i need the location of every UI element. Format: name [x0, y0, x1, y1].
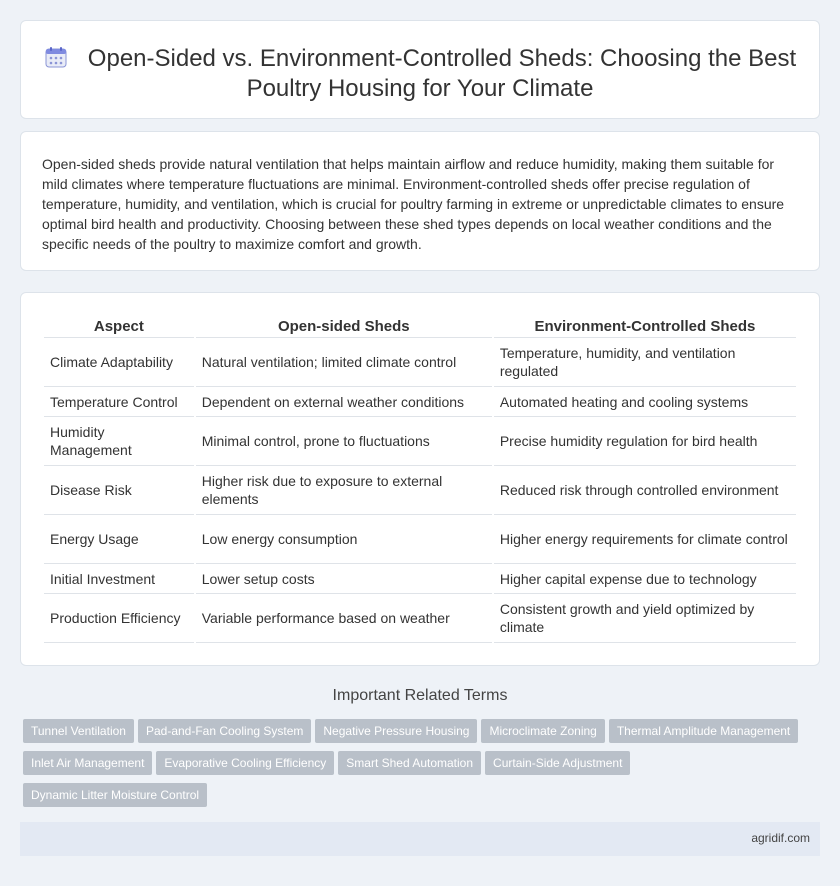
table-row: [44, 594, 796, 643]
term-tag[interactable]: Microclimate Zoning: [481, 719, 604, 743]
aspect-cell: Temperature Control: [44, 387, 194, 417]
term-tag[interactable]: Evaporative Cooling Efficiency: [156, 751, 334, 775]
related-terms-list: [23, 719, 823, 815]
environment-controlled-cell: Consistent growth and yield optimized by climate: [494, 594, 796, 643]
header-open-sided: Open-sided Sheds: [196, 316, 492, 338]
header-card: [20, 20, 820, 119]
environment-controlled-cell: Higher capital expense due to technology: [494, 564, 796, 594]
table-row: [44, 515, 796, 564]
comparison-card: [20, 292, 820, 666]
open-sided-cell: Dependent on external weather conditions: [196, 387, 492, 417]
open-sided-cell: Minimal control, prone to fluctuations: [196, 417, 492, 466]
term-tag[interactable]: Pad-and-Fan Cooling System: [138, 719, 311, 743]
term-tag[interactable]: Negative Pressure Housing: [315, 719, 477, 743]
aspect-cell: Initial Investment: [44, 564, 194, 594]
header-environment-controlled: Environment-Controlled Sheds: [494, 316, 796, 338]
footer: [20, 822, 820, 856]
open-sided-cell: Low energy consumption: [196, 515, 492, 564]
table-row: [44, 387, 796, 417]
header-aspect: Aspect: [44, 316, 194, 338]
term-tag[interactable]: Curtain-Side Adjustment: [485, 751, 630, 775]
aspect-cell: Production Efficiency: [44, 594, 194, 643]
related-terms-title: Important Related Terms: [332, 687, 508, 704]
open-sided-cell: Natural ventilation; limited climate control: [196, 338, 492, 387]
open-sided-cell: Variable performance based on weather: [196, 594, 492, 643]
table-row: [44, 417, 796, 466]
term-tag[interactable]: Thermal Amplitude Management: [609, 719, 798, 743]
aspect-cell: Humidity Management: [44, 417, 194, 466]
aspect-cell: Climate Adaptability: [44, 338, 194, 387]
term-tag[interactable]: Dynamic Litter Moisture Control: [23, 783, 207, 807]
intro-paragraph: Open-sided sheds provide natural ventilation that helps maintain airflow and reduce humidity, making them suitable for mild climates where temperature fluctuations are minimal. Environment-controlled sheds offer precise regulation of temperature, humidity, and ventilation, which is crucial for poultry farming in extreme or unpredictable climates to ensure optimal bird health and productivity. Choosing between these shed types depends on local weather conditions and the specific needs of the poultry to maximize comfort and growth.: [42, 156, 785, 252]
intro-card: [20, 131, 820, 271]
open-sided-cell: Higher risk due to exposure to external elements: [196, 466, 492, 515]
environment-controlled-cell: Reduced risk through controlled environment: [494, 466, 796, 515]
aspect-cell: Disease Risk: [44, 466, 194, 515]
environment-controlled-cell: Automated heating and cooling systems: [494, 387, 796, 417]
environment-controlled-cell: Precise humidity regulation for bird health: [494, 417, 796, 466]
environment-controlled-cell: Higher energy requirements for climate control: [494, 515, 796, 564]
table-row: [44, 338, 796, 387]
term-tag[interactable]: Inlet Air Management: [23, 751, 152, 775]
term-tag[interactable]: Smart Shed Automation: [338, 751, 481, 775]
calendar-icon: [44, 45, 68, 69]
term-tag[interactable]: Tunnel Ventilation: [23, 719, 134, 743]
aspect-cell: Energy Usage: [44, 515, 194, 564]
page-title: Open-Sided vs. Environment-Controlled Sheds: Choosing the Best Poultry Housing for Your Climate: [87, 45, 797, 102]
page-title-block: [21, 44, 819, 104]
table-row: [44, 564, 796, 594]
table-row: [44, 466, 796, 515]
comparison-table: [42, 316, 798, 643]
open-sided-cell: Lower setup costs: [196, 564, 492, 594]
footer-site-link[interactable]: agridif.com: [751, 831, 810, 845]
table-header-row: [44, 316, 796, 338]
environment-controlled-cell: Temperature, humidity, and ventilation regulated: [494, 338, 796, 387]
